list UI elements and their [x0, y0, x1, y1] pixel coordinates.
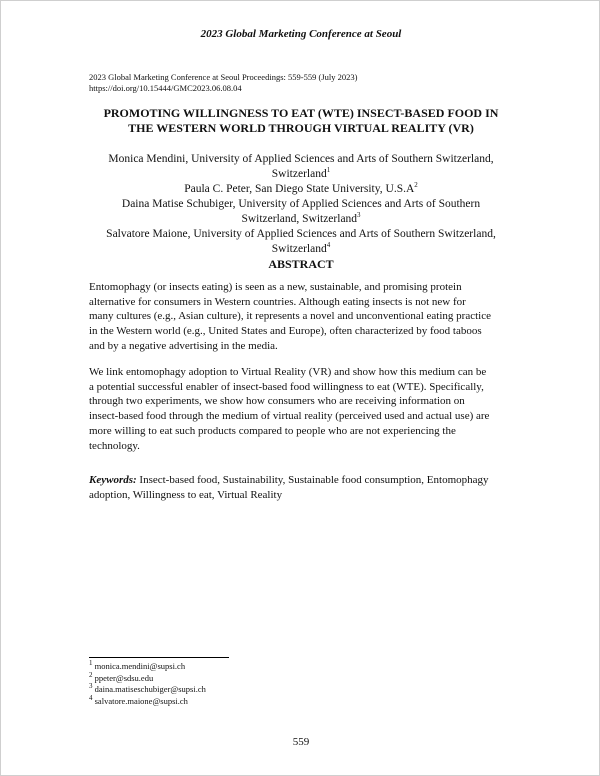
- footnote-mark-2: 2: [414, 181, 418, 190]
- page-number: 559: [292, 736, 310, 748]
- abstract-paragraph-1: [89, 280, 513, 354]
- author-2-text: Paula C. Peter, San Diego State University, U.S.A: [184, 183, 415, 195]
- text-line-last: and by a negative advertising in the media.: [89, 339, 278, 352]
- footnote-4: [89, 693, 206, 708]
- footnote-mark-4: 4: [326, 241, 331, 250]
- footnote-1-email[interactable]: monica.mendini@supsi.ch: [92, 661, 186, 671]
- title-line-1: PROMOTING WILLINGNESS TO EAT (WTE) INSECT-BASED FOOD IN: [103, 106, 499, 120]
- keywords-list-2: adoption, Willingness to eat, Virtual Reality: [89, 489, 283, 501]
- author-2-line: [81, 182, 521, 197]
- proceedings-citation: 2023 Global Marketing Conference at Seoul Proceedings: 559-559 (July 2023): [89, 72, 358, 82]
- text-line: a potential successful enabler of insect-based food willingness to eat (WTE). Specifically,: [89, 380, 484, 393]
- footnotes: [89, 661, 206, 707]
- text-line-last: technology.: [89, 439, 140, 452]
- footnote-2: [89, 670, 206, 685]
- author-4-line-2: [81, 242, 521, 257]
- footnote-2-email[interactable]: ppeter@sdsu.edu: [92, 672, 154, 683]
- author-3-affiliation-country: Switzerland, Switzerland: [241, 213, 358, 225]
- text-line: We link entomophagy adoption to Virtual Reality (VR) and show how this medium can be: [89, 366, 487, 378]
- footnote-2-mark: 2: [89, 670, 93, 679]
- footnote-3-email[interactable]: daina.matiseschubiger@supsi.ch: [92, 684, 206, 694]
- text-line: through two experiments, we show how consumers who are receiving information on: [89, 395, 465, 408]
- keywords-label: Keywords:: [89, 474, 137, 486]
- author-1-affiliation-country: Switzerland: [271, 168, 327, 180]
- keywords: [89, 473, 513, 503]
- author-4-affiliation-country: Switzerland: [271, 243, 327, 255]
- author-1-line-1: Monica Mendini, University of Applied Sciences and Arts of Southern Switzerland,: [108, 153, 494, 165]
- title-line-2: THE WESTERN WORLD THROUGH VIRTUAL REALITY (VR): [128, 121, 474, 135]
- text-line: insect-based food through the medium of virtual reality (perceived used and actual use) are: [89, 410, 490, 423]
- footnote-4-mark: 4: [89, 693, 93, 702]
- text-line: more willing to eat such products compared to people who are not experiencing the: [89, 424, 456, 437]
- text-line: Entomophagy (or insects eating) is seen as a new, sustainable, and promising protein: [89, 281, 462, 293]
- footnote-mark-1: 1: [326, 166, 331, 175]
- footnote-1: [89, 661, 206, 673]
- footnote-3: [89, 684, 206, 696]
- text-line: alternative for consumers in Western countries. Although eating insects is not new for: [89, 295, 466, 308]
- running-head: 2023 Global Marketing Conference at Seoul: [200, 28, 402, 40]
- footnote-4-email[interactable]: salvatore.maione@supsi.ch: [92, 695, 188, 706]
- footnote-divider: [89, 657, 229, 658]
- abstract-heading: ABSTRACT: [268, 257, 334, 271]
- author-3-line-2: [81, 212, 521, 227]
- text-line: many cultures (e.g., Asian culture), it represents a novel and unconventional eating practice: [89, 310, 491, 323]
- author-3-line-1: Daina Matise Schubiger, University of Applied Sciences and Arts of Southern: [121, 198, 481, 210]
- text-line: in the Western world (e.g., United States and Europe), often characterized by food taboos: [89, 325, 482, 338]
- doi-link[interactable]: https://doi.org/10.15444/GMC2023.06.08.04: [89, 83, 242, 93]
- author-1-line-2: [81, 167, 521, 182]
- author-list: [81, 152, 521, 257]
- keywords-list-1: Insect-based food, Sustainability, Sustainable food consumption, Entomophagy: [136, 474, 489, 486]
- proceedings-info: [89, 72, 519, 94]
- keywords-line-1: [89, 473, 513, 488]
- author-4-line-1: Salvatore Maione, University of Applied Sciences and Arts of Southern Switzerland,: [106, 228, 496, 240]
- paper-title: [61, 106, 541, 136]
- abstract-paragraph-2: [89, 365, 513, 453]
- footnote-mark-3: 3: [357, 211, 361, 220]
- footnote-1-mark: 1: [89, 659, 93, 668]
- footnote-3-mark: 3: [89, 682, 93, 691]
